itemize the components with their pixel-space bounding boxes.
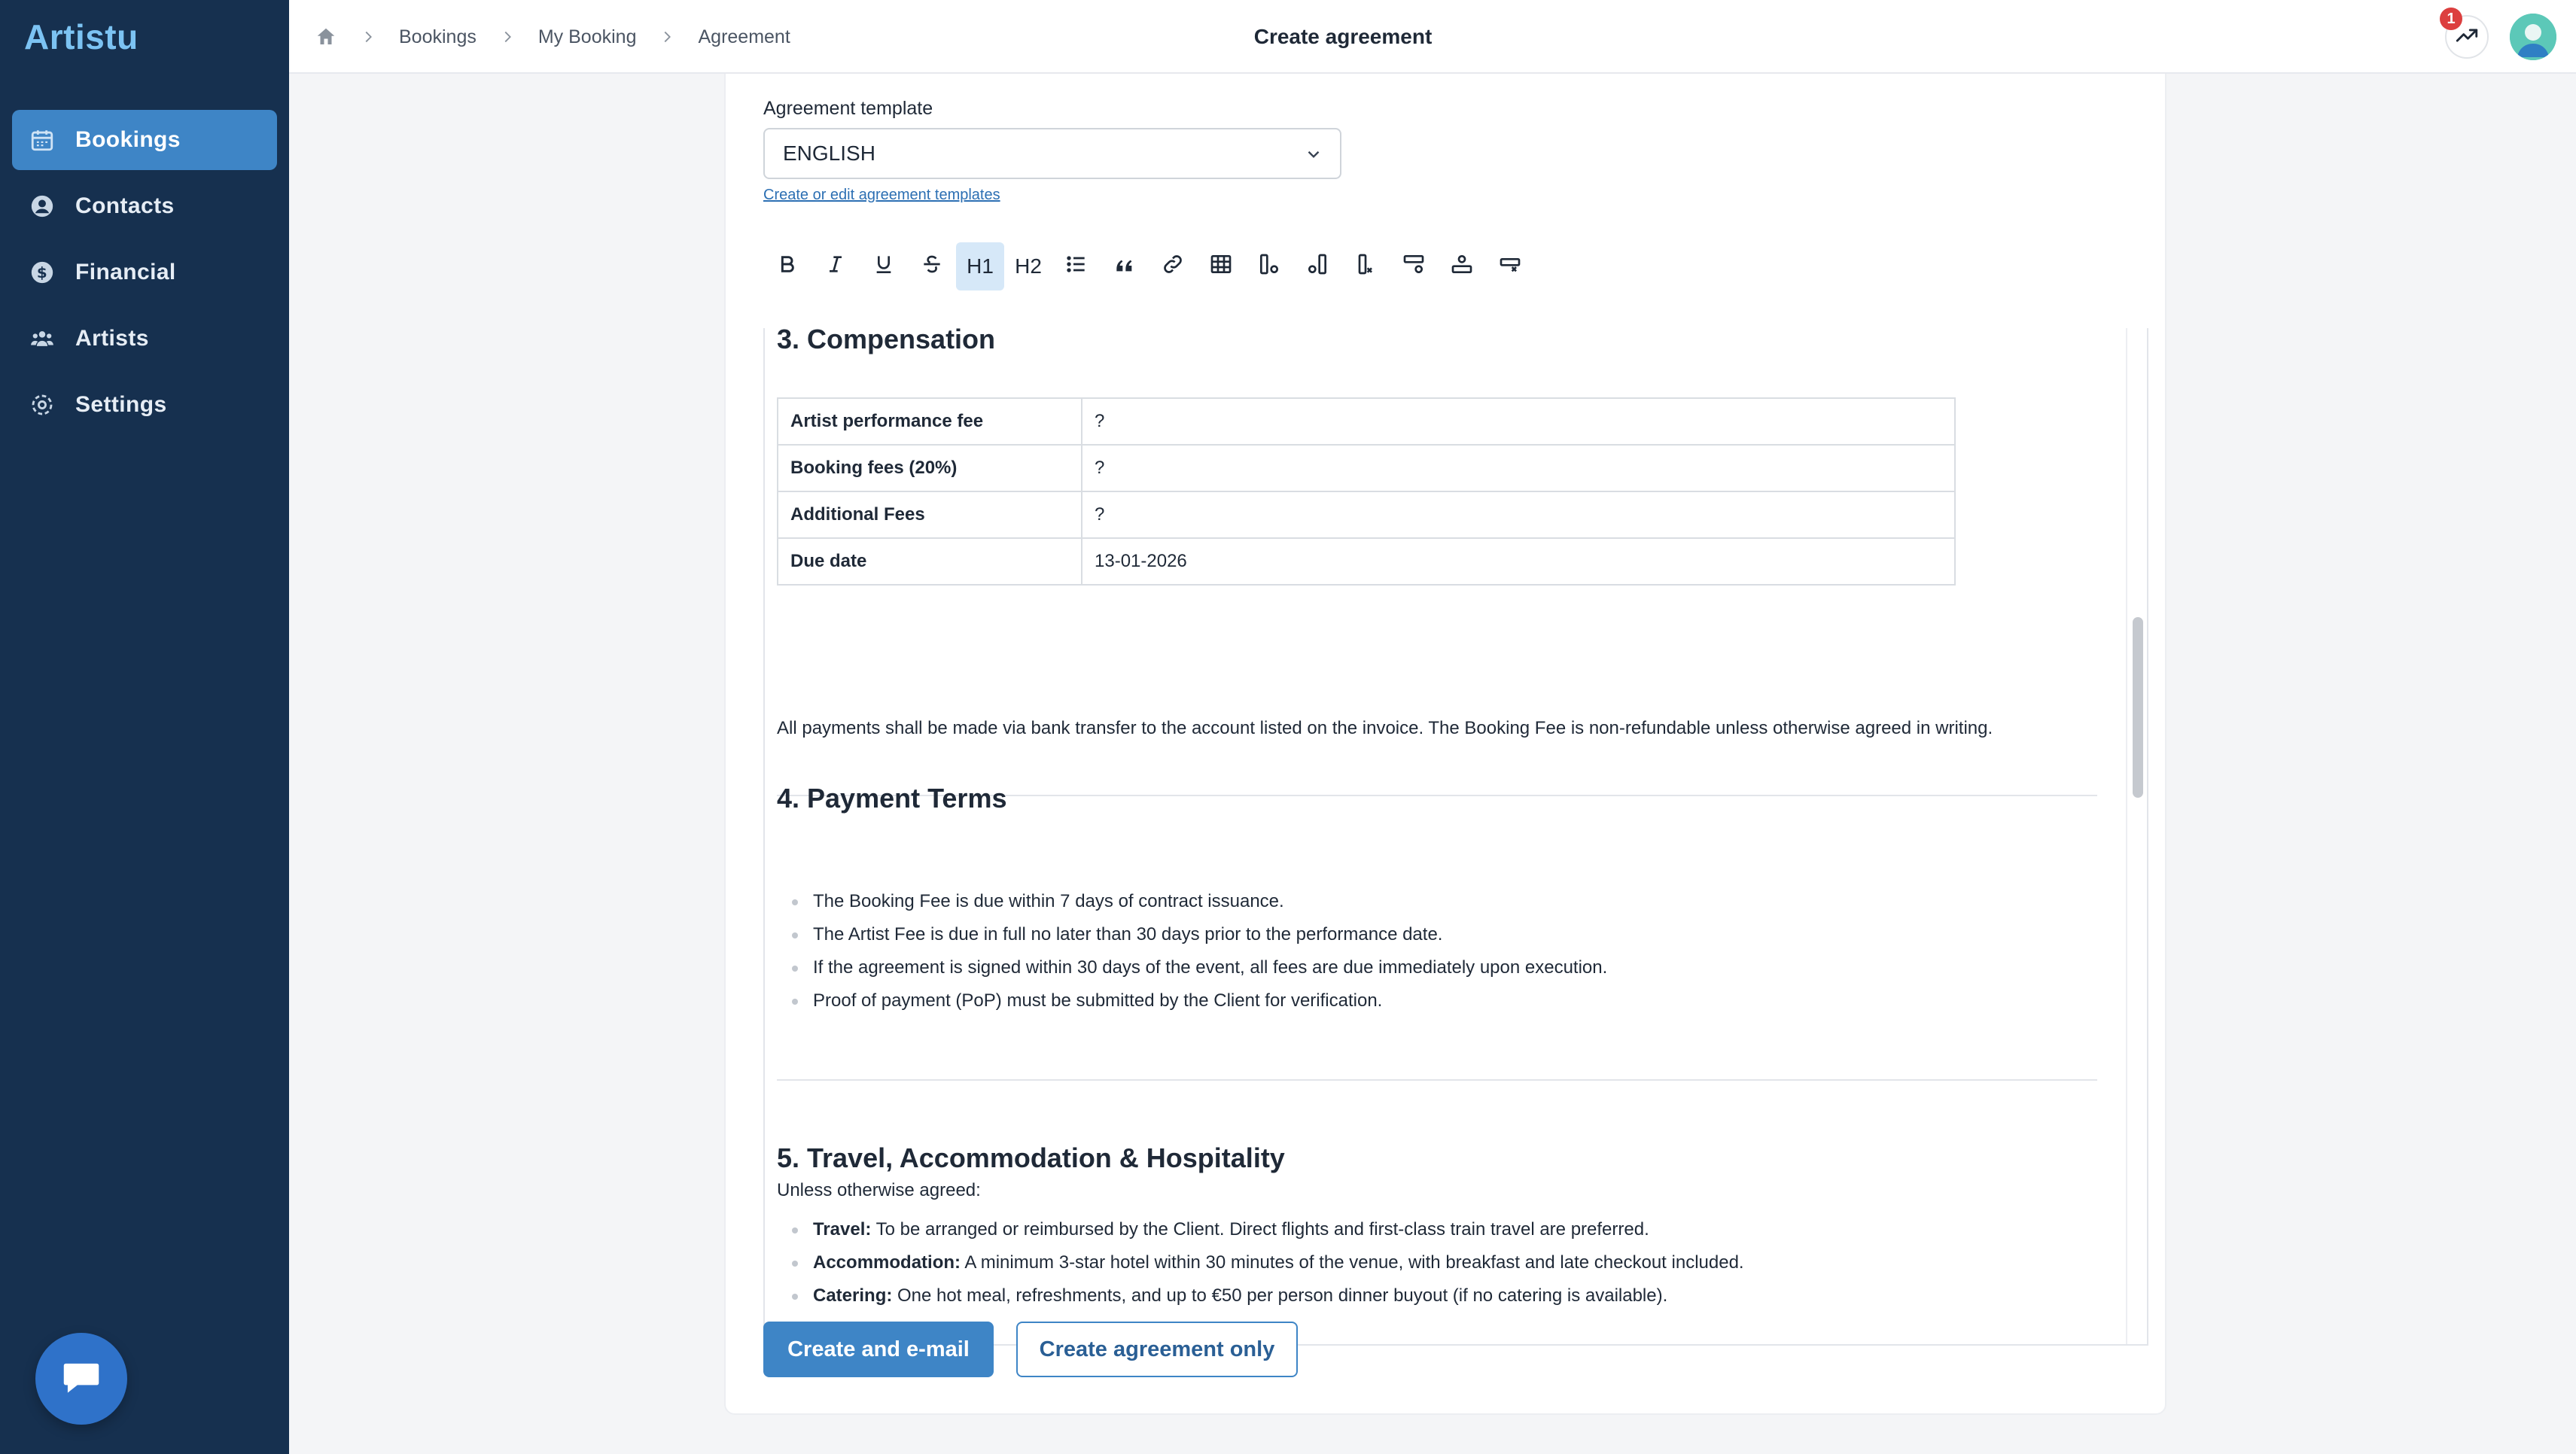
table-cell-label: Due date — [778, 538, 1082, 585]
add-row-after-button[interactable] — [1438, 242, 1486, 290]
page-title: Create agreement — [1253, 25, 1433, 48]
bold-icon — [775, 252, 799, 281]
italic-icon — [824, 252, 848, 281]
brand-logo[interactable]: Artistu — [24, 17, 139, 56]
bold-button[interactable] — [763, 242, 811, 290]
table-row — [778, 445, 1955, 491]
sidebar-item-label: Financial — [75, 260, 176, 284]
travel-list — [777, 1213, 1744, 1313]
add-row-before-button[interactable] — [1390, 242, 1438, 290]
breadcrumb — [315, 0, 790, 74]
sidebar-item-contacts[interactable] — [12, 176, 277, 236]
sidebar-item-financial[interactable] — [12, 242, 277, 303]
heading-2-button[interactable] — [1004, 242, 1052, 290]
link-button[interactable] — [1149, 242, 1197, 290]
chat-button[interactable] — [35, 1333, 127, 1425]
table-row — [778, 491, 1955, 538]
table-row — [778, 398, 1955, 445]
svg-text:$: $ — [36, 264, 48, 282]
create-and-email-button[interactable]: Create and e-mail — [763, 1322, 994, 1377]
dollar-circle-icon — [29, 259, 56, 286]
table-cell-value: 13-01-2026 — [1082, 538, 1955, 585]
heading-1-label: H1 — [967, 254, 994, 278]
calendar-icon — [29, 126, 56, 154]
sidebar-item-bookings[interactable] — [12, 110, 277, 170]
notification-badge: 1 — [2440, 8, 2462, 30]
table-cell-value: ? — [1082, 398, 1955, 445]
list-item: The Booking Fee is due within 7 days of contract issuance. — [777, 885, 1607, 918]
list-item-text: One hot meal, refreshments, and up to €50 per person dinner buyout (if no catering is available). — [892, 1285, 1668, 1306]
heading-1-button[interactable] — [956, 242, 1004, 290]
editor-scrollbar[interactable] — [2126, 328, 2147, 1346]
table-cell-label: Additional Fees — [778, 491, 1082, 538]
strikethrough-icon — [920, 252, 944, 281]
template-label: Agreement template — [763, 98, 933, 119]
sidebar-item-settings[interactable] — [12, 375, 277, 435]
table-cell-label: Booking fees (20%) — [778, 445, 1082, 491]
sidebar-nav — [12, 110, 277, 441]
edit-templates-link[interactable]: Create or edit agreement templates — [763, 187, 1000, 203]
top-bar — [289, 0, 2576, 74]
template-select-value: ENGLISH — [783, 141, 875, 165]
bullet-list-icon — [1064, 252, 1089, 281]
breadcrumb-agreement[interactable]: Agreement — [698, 26, 790, 47]
add-column-before-button[interactable] — [1293, 242, 1341, 290]
chevron-right-icon — [499, 29, 516, 45]
list-item — [777, 1213, 1744, 1246]
sidebar-item-label: Artists — [75, 326, 149, 351]
table-button[interactable] — [1197, 242, 1245, 290]
list-item-label: Catering: — [813, 1285, 893, 1306]
chevron-down-icon — [1304, 144, 1323, 169]
column-add-icon — [1257, 252, 1281, 281]
delete-column-button[interactable] — [1341, 242, 1390, 290]
user-circle-icon — [29, 193, 56, 220]
travel-intro: Unless otherwise agreed: — [777, 1180, 981, 1200]
table-icon — [1209, 252, 1233, 281]
heading-2-label: H2 — [1015, 254, 1042, 278]
gear-icon — [29, 391, 56, 418]
agreement-card — [724, 74, 2166, 1415]
list-item-text: A minimum 3-star hotel within 30 minutes of the venue, with breakfast and late checkout included. — [961, 1252, 1744, 1273]
section-heading-payment-terms: 4. Payment Terms — [777, 783, 1007, 814]
editor-toolbar — [763, 241, 1534, 292]
strikethrough-button[interactable] — [908, 242, 956, 290]
underline-icon — [872, 252, 896, 281]
chevron-right-icon — [360, 29, 376, 45]
create-agreement-only-button[interactable]: Create agreement only — [1016, 1322, 1298, 1377]
breadcrumb-my-booking[interactable]: My Booking — [537, 26, 637, 47]
table-cell-value: ? — [1082, 491, 1955, 538]
avatar[interactable] — [2510, 14, 2556, 60]
add-column-after-button[interactable] — [1245, 242, 1293, 290]
blockquote-button[interactable] — [1101, 242, 1149, 290]
list-item: Proof of payment (PoP) must be submitted by the Client for verification. — [777, 984, 1607, 1017]
template-select[interactable] — [763, 128, 1341, 179]
sidebar-item-artists[interactable] — [12, 309, 277, 369]
column-delete-icon — [1353, 252, 1378, 281]
bullet-list-button[interactable] — [1052, 242, 1101, 290]
section-heading-compensation: 3. Compensation — [777, 328, 996, 354]
payment-terms-list — [777, 885, 1607, 1017]
row-delete-icon — [1498, 252, 1522, 281]
list-item — [777, 1279, 1744, 1313]
list-item: If the agreement is signed within 30 days of the event, all fees are due immediately upon execution. — [777, 951, 1607, 984]
row-insert-icon — [1402, 252, 1426, 281]
italic-button[interactable] — [811, 242, 860, 290]
link-icon — [1161, 252, 1185, 281]
sidebar-item-label: Settings — [75, 392, 167, 417]
scrollbar-thumb[interactable] — [2133, 617, 2143, 798]
agreement-editor[interactable] — [763, 328, 2148, 1346]
chevron-right-icon — [659, 29, 675, 45]
list-item-text: To be arranged or reimbursed by the Client. Direct flights and first-class train travel are preferred. — [871, 1219, 1649, 1240]
sidebar-item-label: Bookings — [75, 127, 181, 152]
list-item-label: Accommodation: — [813, 1252, 961, 1273]
sidebar-item-label: Contacts — [75, 193, 175, 218]
table-cell-value: ? — [1082, 445, 1955, 491]
underline-button[interactable] — [860, 242, 908, 290]
breadcrumb-bookings[interactable]: Bookings — [399, 26, 477, 47]
row-add-icon — [1450, 252, 1474, 281]
home-icon[interactable] — [315, 26, 337, 48]
section-heading-travel: 5. Travel, Accommodation & Hospitality — [777, 1142, 1285, 1173]
column-insert-icon — [1305, 252, 1329, 281]
list-item: The Artist Fee is due in full no later than 30 days prior to the performance date. — [777, 918, 1607, 951]
table-row — [778, 538, 1955, 585]
payment-note: All payments shall be made via bank transfer to the account listed on the invoice. The Booking Fee is non-refundable unless otherwise agreed in writing. — [777, 718, 1993, 738]
delete-row-button[interactable] — [1486, 242, 1534, 290]
users-icon — [29, 325, 56, 352]
quote-icon — [1113, 252, 1137, 281]
compensation-table — [777, 397, 1956, 586]
section-divider — [777, 1079, 2097, 1081]
list-item-label: Travel: — [813, 1219, 872, 1240]
chat-bubble-icon — [58, 1354, 105, 1404]
sidebar — [0, 0, 289, 1454]
list-item — [777, 1246, 1744, 1279]
table-cell-label: Artist performance fee — [778, 398, 1082, 445]
